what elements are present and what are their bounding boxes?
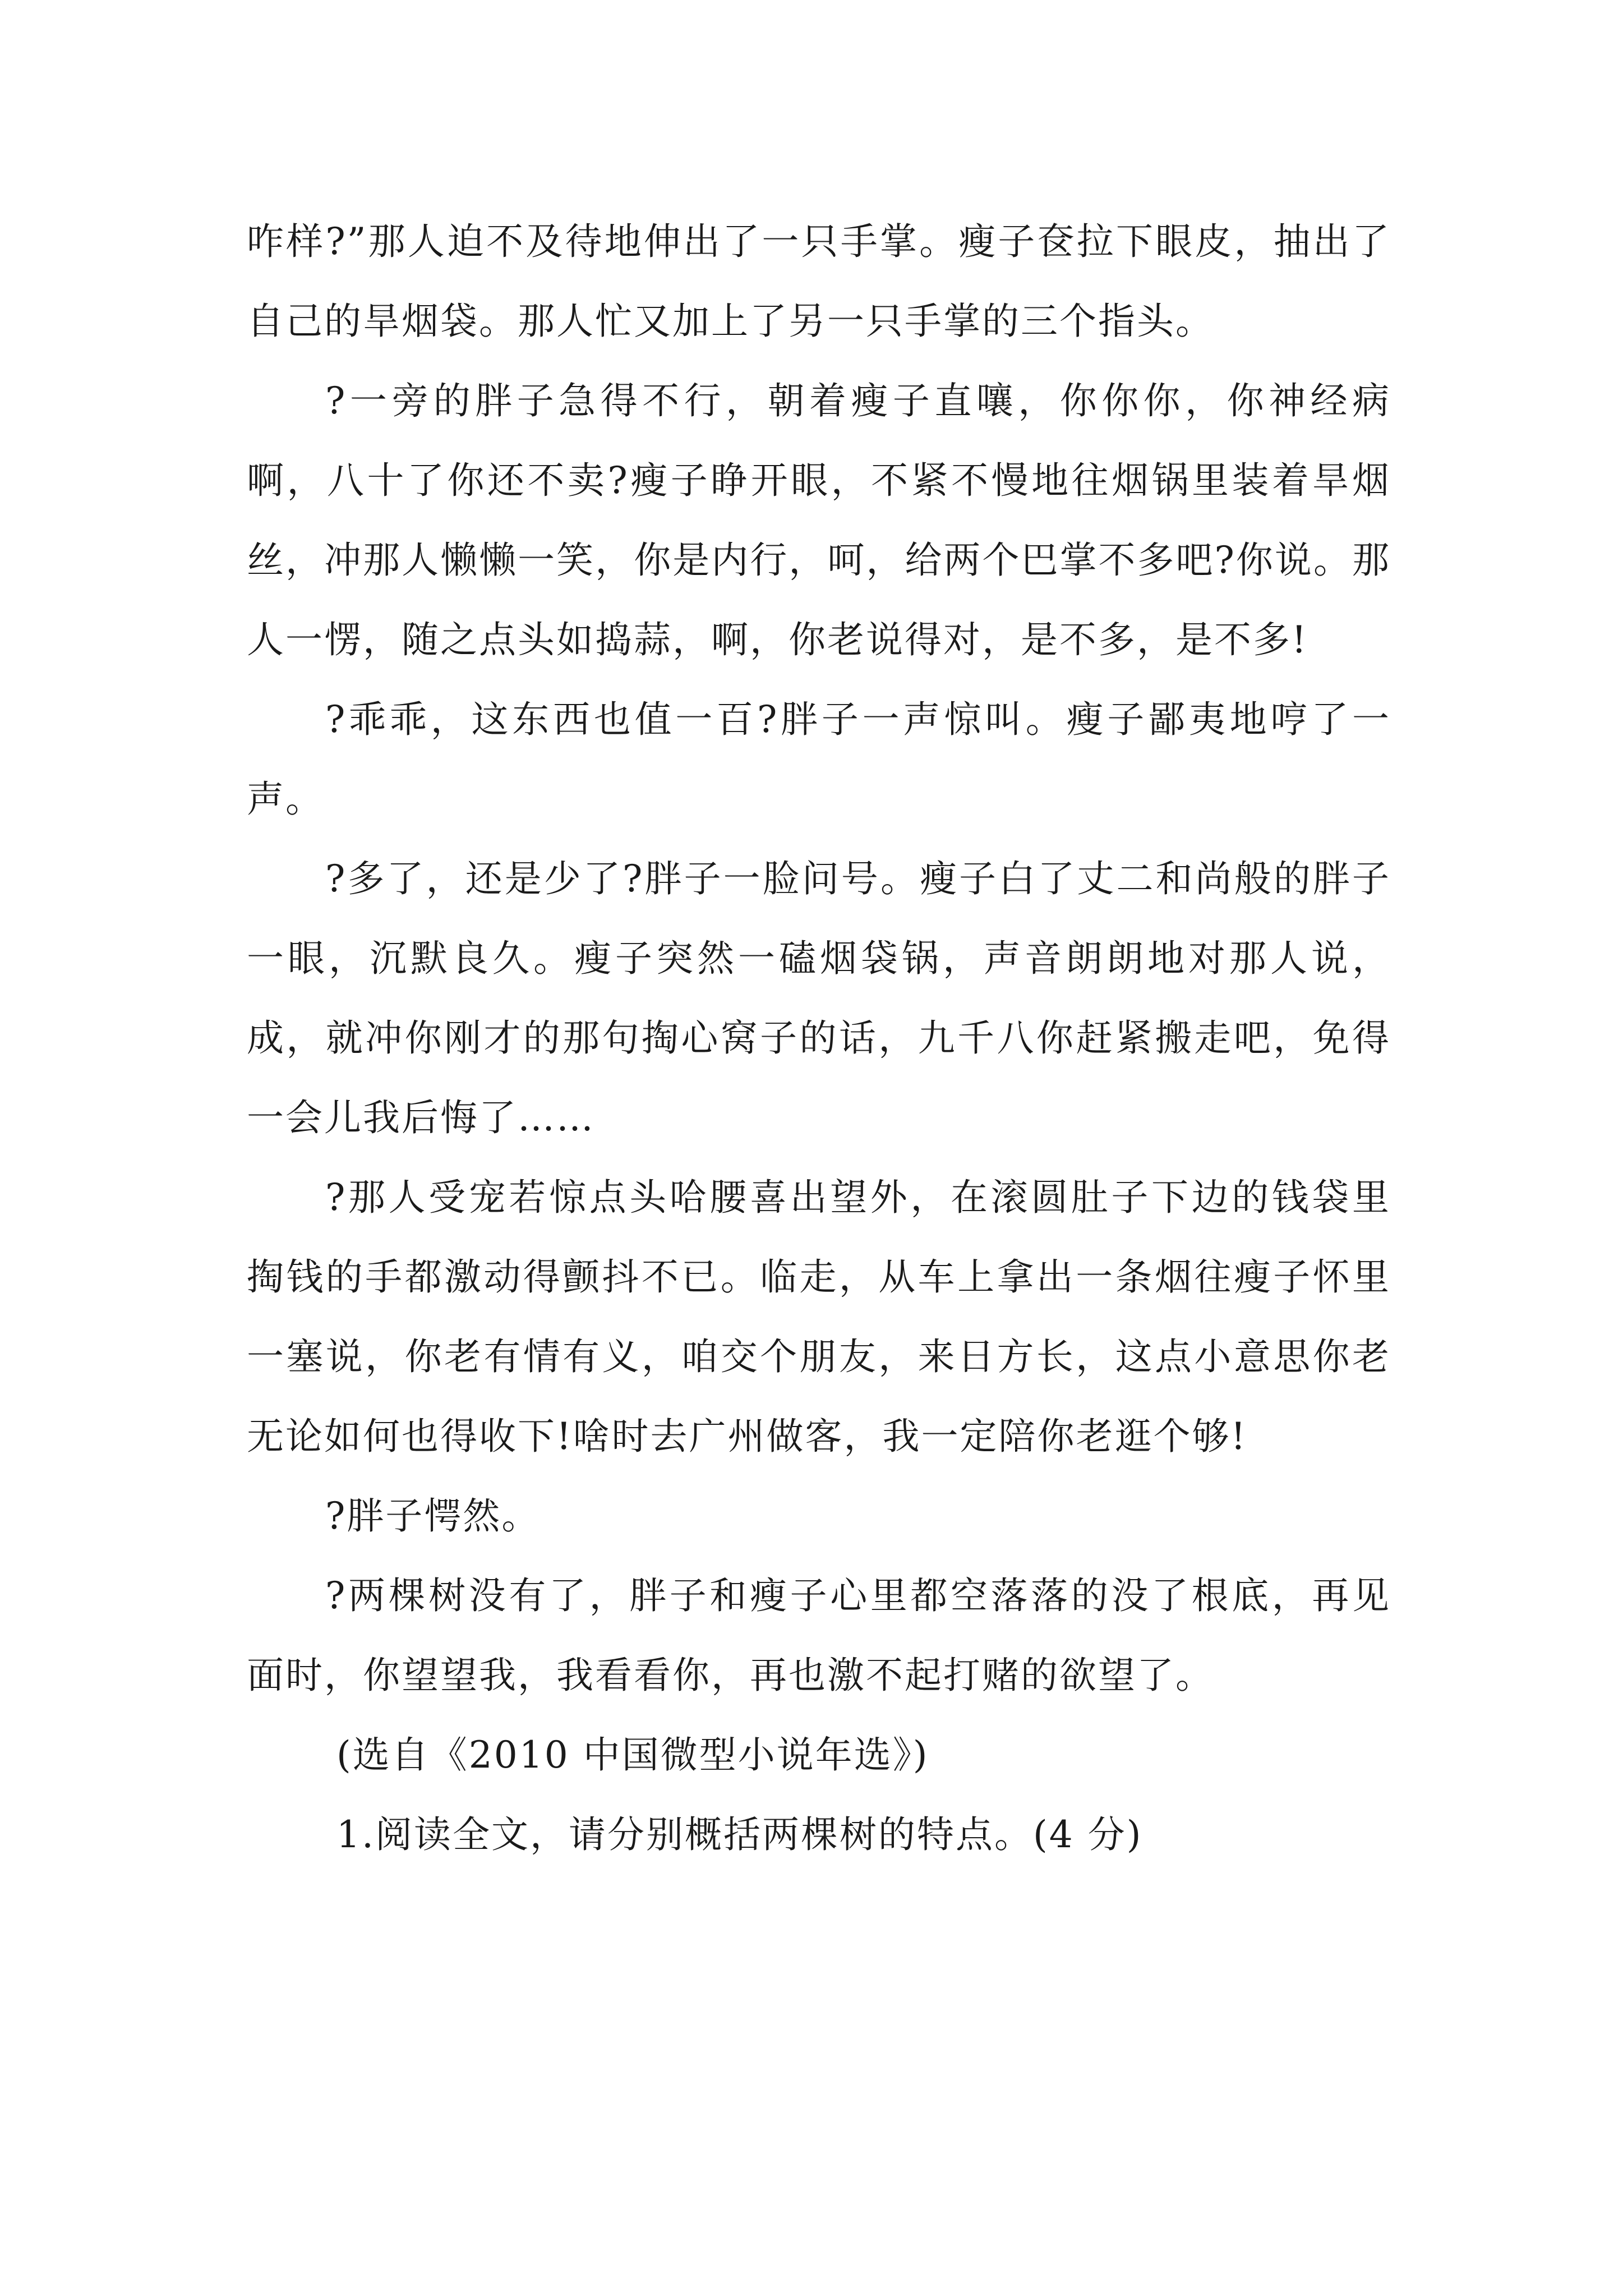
body-text bbox=[247, 202, 1391, 1875]
paragraph-pangzi-shouting: ?一旁的胖子急得不行，朝着瘦子直嚷，你你你，你神经病啊，八十了你还不卖?瘦子睁开眼，不紧不慢地往烟锅里装着旱烟丝，冲那人懒懒一笑，你是内行，呵，给两个巴掌不多吧?你说。那人一愣，随之点头如捣蒜，啊，你老说得对，是不多，是不多! bbox=[247, 379, 1391, 661]
question-1: 1.阅读全文，请分别概括两棵树的特点。(4 分) bbox=[336, 1813, 1143, 1856]
paragraph-buyer-leaves: ?那人受宠若惊点头哈腰喜出望外，在滚圆肚子下边的钱袋里掏钱的手都激动得颤抖不已。临走，从车上拿出一条烟往瘦子怀里一塞说，你老有情有义，咱交个朋友，来日方长，这点小意思你老无论如何也得收下!啥时去广州做客，我一定陪你老逛个够! bbox=[247, 1176, 1391, 1458]
paragraph-continuation: 咋样?”那人迫不及待地伸出了一只手掌。瘦子奁拉下眼皮，抽出了自己的旱烟袋。那人忙又加上了另一只手掌的三个指头。 bbox=[247, 220, 1391, 343]
paragraph-pangzi-stunned: ?胖子愕然。 bbox=[325, 1494, 541, 1538]
paragraph-ending: ?两棵树没有了，胖子和瘦子心里都空落落的没了根底，再见面时，你望望我，我看看你，再也激不起打赌的欲望了。 bbox=[247, 1574, 1391, 1697]
source-citation: (选自《2010 中国微型小说年选》) bbox=[336, 1733, 929, 1777]
paragraph-pangzi-surprise: ?乖乖，这东西也值一百?胖子一声惊叫。瘦子鄙夷地哼了一声。 bbox=[247, 698, 1391, 821]
paragraph-deal-agreed: ?多了，还是少了?胖子一脸问号。瘦子白了丈二和尚般的胖子一眼，沉默良久。瘦子突然一磕烟袋锅，声音朗朗地对那人说，成，就冲你刚才的那句掏心窝子的话，九千八你赶紧搬走吧，免得一会儿我后悔了…… bbox=[247, 857, 1391, 1139]
